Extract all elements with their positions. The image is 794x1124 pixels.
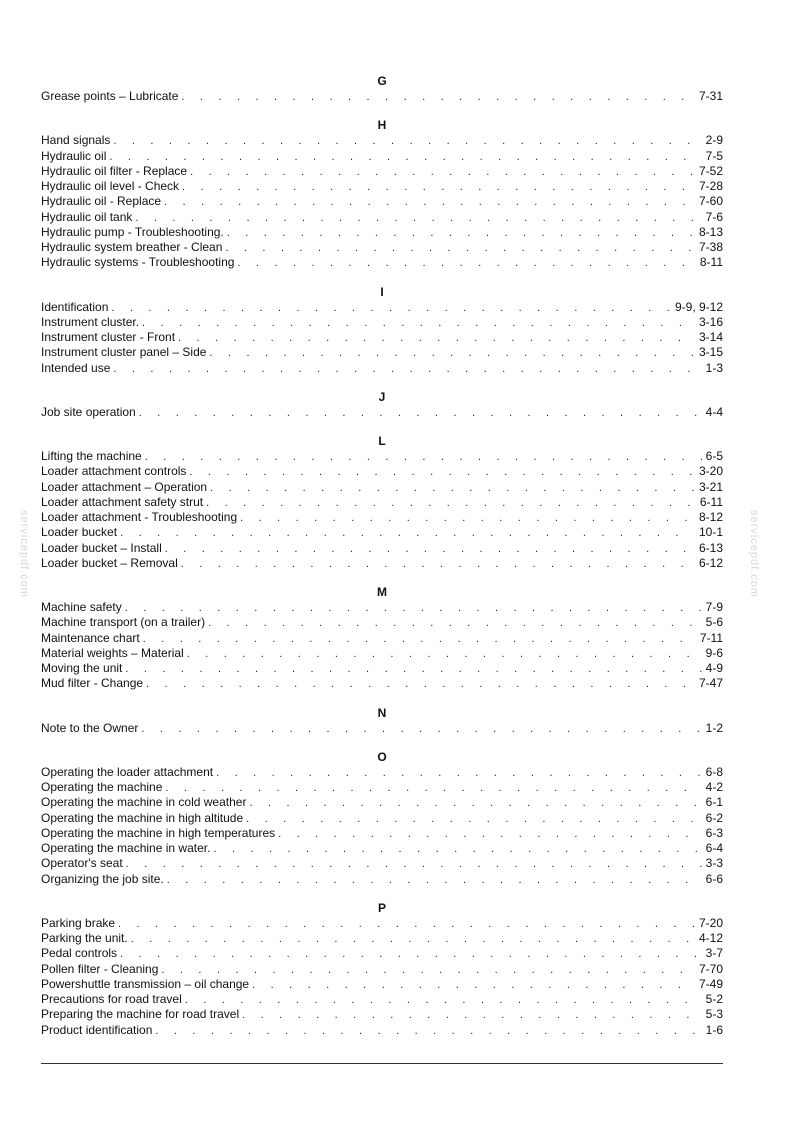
entry-page-number: 7-31 — [698, 89, 723, 103]
entry-title: Precautions for road travel — [41, 992, 182, 1006]
entry-page-number: 7-11 — [699, 630, 723, 645]
entry-page-number: 3-7 — [705, 946, 723, 961]
entry-title: Material weights – Material — [41, 645, 184, 660]
section-gap — [41, 420, 723, 434]
dot-leader — [190, 165, 695, 180]
dot-leader — [278, 827, 702, 842]
dot-leader — [213, 842, 701, 857]
dot-leader — [120, 526, 695, 541]
index-entry[interactable] — [41, 179, 723, 194]
entry-page-number: 7-6 — [705, 209, 723, 224]
dot-leader — [141, 722, 701, 737]
entry-page-number: 9-6 — [705, 645, 723, 660]
watermark-left: servicepdf.com — [18, 510, 30, 598]
dot-leader — [165, 781, 701, 796]
dot-leader — [246, 812, 702, 827]
entry-page-number: 7-9 — [705, 600, 723, 614]
entry-title: Hydraulic pump - Troubleshooting. — [41, 224, 224, 239]
entry-page-number: 3-14 — [698, 330, 723, 344]
dot-leader — [225, 241, 695, 256]
index-entry[interactable] — [41, 992, 723, 1007]
entry-title: Hand signals — [41, 133, 111, 148]
dot-leader — [143, 632, 696, 647]
dot-leader — [240, 511, 695, 526]
entry-page-number: 8-11 — [699, 255, 723, 270]
entry-title: Intended use — [41, 360, 111, 375]
entry-title: Note to the Owner — [41, 720, 139, 735]
dot-leader — [142, 316, 695, 331]
dot-leader — [146, 677, 695, 692]
entry-title: Parking brake — [41, 915, 116, 930]
section-gap — [41, 571, 723, 585]
watermark-right: servicepdf.com — [748, 510, 760, 598]
entry-title: Pollen filter - Cleaning — [41, 961, 159, 976]
dot-leader — [118, 917, 695, 932]
index-entry[interactable] — [41, 255, 723, 270]
index-entry[interactable] — [41, 315, 723, 330]
index-entry[interactable] — [41, 556, 723, 571]
entry-title: Organizing the job site. — [41, 871, 164, 886]
section-letter-heading: M — [377, 585, 387, 599]
entry-page-number: 7-60 — [698, 194, 723, 209]
entry-title: Operating the machine in water. — [41, 841, 211, 855]
entry-title: Hydraulic oil tank — [41, 209, 133, 224]
entry-page-number: 3-16 — [698, 314, 723, 329]
dot-leader — [189, 465, 695, 480]
dot-leader — [139, 406, 702, 421]
index-entry[interactable] — [41, 345, 723, 360]
index-entry[interactable] — [41, 946, 723, 961]
entry-page-number: 2-9 — [705, 133, 723, 148]
entry-title: Instrument cluster. — [41, 314, 140, 329]
index-entry[interactable] — [41, 872, 723, 887]
entry-title: Operating the machine in cold weather — [41, 795, 247, 810]
section-letter-heading: L — [378, 434, 386, 448]
entry-page-number: 8-13 — [698, 224, 723, 239]
dot-leader — [187, 647, 702, 662]
entry-title: Hydraulic oil filter - Replace — [41, 163, 188, 178]
index-entry[interactable] — [41, 841, 723, 856]
index-entry[interactable] — [41, 240, 723, 255]
dot-leader — [113, 134, 701, 149]
index-entry[interactable] — [41, 89, 723, 104]
entry-title: Job site operation — [41, 404, 136, 419]
dot-leader — [210, 481, 695, 496]
entry-title: Identification — [41, 299, 109, 314]
entry-page-number: 9-9, 9-12 — [674, 299, 723, 314]
index-entry[interactable] — [41, 615, 723, 630]
entry-page-number: 6-6 — [705, 871, 723, 886]
entry-page-number: 6-8 — [705, 764, 723, 779]
section-gap — [41, 376, 723, 390]
index-entry[interactable] — [41, 721, 723, 736]
entry-page-number: 3-3 — [705, 856, 723, 871]
index-entry[interactable] — [41, 525, 723, 540]
index-entry[interactable] — [41, 405, 723, 420]
entry-title: Parking the unit. — [41, 931, 128, 945]
entry-title: Instrument cluster panel – Side — [41, 345, 207, 360]
dot-leader — [125, 662, 701, 677]
entry-title: Operating the loader attachment — [41, 764, 214, 779]
entry-page-number: 7-70 — [698, 961, 723, 976]
entry-page-number: 7-20 — [698, 915, 723, 930]
dot-leader — [109, 150, 701, 165]
index-section-m — [41, 585, 723, 692]
section-letter-heading: G — [377, 74, 387, 88]
entry-page-number: 6-3 — [705, 825, 723, 840]
footer-rule — [41, 1063, 723, 1064]
dot-leader — [126, 857, 702, 872]
index-entry[interactable] — [41, 149, 723, 164]
dot-leader — [185, 993, 702, 1008]
entry-page-number: 10-1 — [698, 525, 723, 540]
entry-page-number: 3-20 — [698, 464, 723, 479]
index-entry[interactable] — [41, 631, 723, 646]
index-entry[interactable] — [41, 795, 723, 810]
entry-page-number: 6-2 — [705, 810, 723, 825]
section-letter-heading: P — [377, 900, 386, 915]
entry-title: Loader attachment – Operation — [41, 479, 208, 494]
index-entry[interactable] — [41, 361, 723, 376]
entry-page-number: 3-15 — [698, 345, 723, 360]
entry-page-number: 7-52 — [698, 163, 723, 178]
index-entry[interactable] — [41, 510, 723, 525]
entry-page-number: 1-2 — [705, 720, 723, 735]
entry-page-number: 8-12 — [698, 510, 723, 524]
entry-title: Mud filter - Change — [41, 676, 144, 691]
dot-leader — [216, 766, 702, 781]
index-entry[interactable] — [41, 300, 723, 315]
entry-title: Hydraulic system breather - Clean — [41, 240, 223, 254]
entry-title: Loader bucket – Install — [41, 540, 162, 555]
section-gap — [41, 271, 723, 285]
section-letter-heading: I — [380, 284, 384, 299]
index-entry[interactable] — [41, 1007, 723, 1022]
index-section-l — [41, 434, 723, 571]
entry-title: Operating the machine in high altitude — [41, 810, 244, 825]
index-entry[interactable] — [41, 495, 723, 510]
index-entry[interactable] — [41, 826, 723, 841]
index-entry[interactable] — [41, 194, 723, 209]
entry-page-number: 1-6 — [705, 1022, 723, 1037]
index-entry[interactable] — [41, 931, 723, 946]
entry-title: Lifting the machine — [41, 449, 142, 463]
entry-title: Instrument cluster - Front — [41, 330, 176, 344]
entry-page-number: 4-2 — [705, 780, 723, 794]
entry-page-number: 4-12 — [698, 931, 723, 945]
entry-title: Product identification — [41, 1022, 153, 1037]
index-entry[interactable] — [41, 916, 723, 931]
index-section-j — [41, 390, 723, 420]
entry-page-number: 7-38 — [698, 240, 723, 254]
dot-leader — [111, 301, 671, 316]
entry-page-number: 3-21 — [698, 479, 723, 494]
index-entry[interactable] — [41, 811, 723, 826]
dot-leader — [135, 211, 701, 226]
entry-title: Hydraulic oil — [41, 148, 107, 163]
entry-page-number: 7-28 — [698, 179, 723, 193]
entry-page-number: 6-12 — [698, 555, 723, 570]
dot-leader — [164, 195, 695, 210]
dot-leader — [161, 963, 695, 978]
entry-title: Loader attachment controls — [41, 464, 187, 479]
entry-title: Loader bucket — [41, 525, 118, 540]
entry-title: Moving the unit — [41, 661, 123, 675]
index-entry[interactable] — [41, 661, 723, 676]
dot-leader — [182, 180, 695, 195]
entry-title: Hydraulic systems - Troubleshooting — [41, 255, 235, 270]
dot-leader — [167, 873, 702, 888]
dot-leader — [178, 331, 695, 346]
entry-page-number: 6-4 — [705, 841, 723, 855]
section-gap — [41, 692, 723, 706]
section-letter-heading: N — [377, 705, 387, 720]
index-entry[interactable] — [41, 480, 723, 495]
dot-leader — [249, 796, 701, 811]
entry-title: Operating the machine — [41, 780, 163, 794]
entry-title: Pedal controls — [41, 946, 118, 961]
section-gap — [41, 104, 723, 118]
entry-title: Hydraulic oil - Replace — [41, 194, 162, 209]
entry-page-number: 6-11 — [699, 494, 723, 509]
entry-page-number: 4-4 — [705, 404, 723, 419]
section-gap — [41, 887, 723, 901]
section-gap — [41, 736, 723, 750]
entry-title: Maintenance chart — [41, 630, 140, 645]
entry-title: Powershuttle transmission – oil change — [41, 976, 250, 991]
dot-leader — [145, 450, 702, 465]
dot-leader — [165, 542, 695, 557]
index-section-o — [41, 750, 723, 887]
index-entry[interactable] — [41, 676, 723, 691]
entry-title: Preparing the machine for road travel — [41, 1007, 240, 1022]
entry-title: Operator's seat — [41, 856, 123, 871]
index-entry[interactable] — [41, 962, 723, 977]
dot-leader — [181, 90, 695, 105]
dot-leader — [252, 978, 695, 993]
dot-leader — [181, 557, 695, 572]
entry-title: Grease points – Lubricate — [41, 89, 179, 103]
entry-title: Machine safety — [41, 600, 122, 614]
index-entry[interactable] — [41, 780, 723, 795]
dot-leader — [209, 346, 695, 361]
entry-page-number: 4-9 — [705, 661, 723, 675]
dot-leader — [208, 616, 702, 631]
entry-title: Loader attachment safety strut — [41, 494, 204, 509]
entry-page-number: 5-6 — [705, 615, 723, 630]
section-letter-heading: J — [378, 389, 386, 404]
entry-page-number: 5-2 — [705, 992, 723, 1006]
index-entry[interactable] — [41, 225, 723, 240]
section-letter-heading: O — [377, 749, 387, 764]
dot-leader — [237, 256, 695, 271]
index-section-p — [41, 901, 723, 1038]
dot-leader — [242, 1008, 702, 1023]
index-section-i — [41, 285, 723, 376]
dot-leader — [120, 947, 702, 962]
index-entry[interactable] — [41, 164, 723, 179]
index-section-g — [41, 74, 723, 104]
entry-page-number: 7-47 — [698, 676, 723, 691]
index-section-n — [41, 706, 723, 736]
dot-leader — [125, 601, 702, 616]
index-entry[interactable] — [41, 449, 723, 464]
dot-leader — [113, 362, 701, 377]
dot-leader — [131, 932, 695, 947]
index-entry[interactable] — [41, 765, 723, 780]
index-entry[interactable] — [41, 856, 723, 871]
section-letter-heading: H — [377, 118, 387, 133]
index-entry[interactable] — [41, 464, 723, 479]
entry-title: Loader attachment - Troubleshooting — [41, 510, 238, 524]
entry-page-number: 6-1 — [705, 795, 723, 810]
index-entry[interactable] — [41, 1023, 723, 1038]
entry-title: Operating the machine in high temperatures — [41, 825, 276, 840]
index-entry[interactable] — [41, 330, 723, 345]
index-entry[interactable] — [41, 133, 723, 148]
index-entry[interactable] — [41, 210, 723, 225]
index-entry[interactable] — [41, 541, 723, 556]
dot-leader — [227, 226, 695, 241]
entry-title: Machine transport (on a trailer) — [41, 615, 206, 630]
dot-leader — [206, 496, 696, 511]
entry-page-number: 5-3 — [705, 1007, 723, 1022]
entry-page-number: 6-5 — [705, 449, 723, 463]
index-entry[interactable] — [41, 600, 723, 615]
index-entry[interactable] — [41, 646, 723, 661]
index-section-h — [41, 118, 723, 270]
entry-page-number: 1-3 — [705, 360, 723, 375]
entry-page-number: 7-49 — [698, 976, 723, 991]
entry-title: Loader bucket – Removal — [41, 555, 178, 570]
dot-leader — [155, 1024, 701, 1039]
entry-page-number: 6-13 — [698, 540, 723, 555]
entry-title: Hydraulic oil level - Check — [41, 179, 180, 193]
entry-page-number: 7-5 — [705, 148, 723, 163]
index-entry[interactable] — [41, 977, 723, 992]
index-content — [41, 74, 723, 1038]
